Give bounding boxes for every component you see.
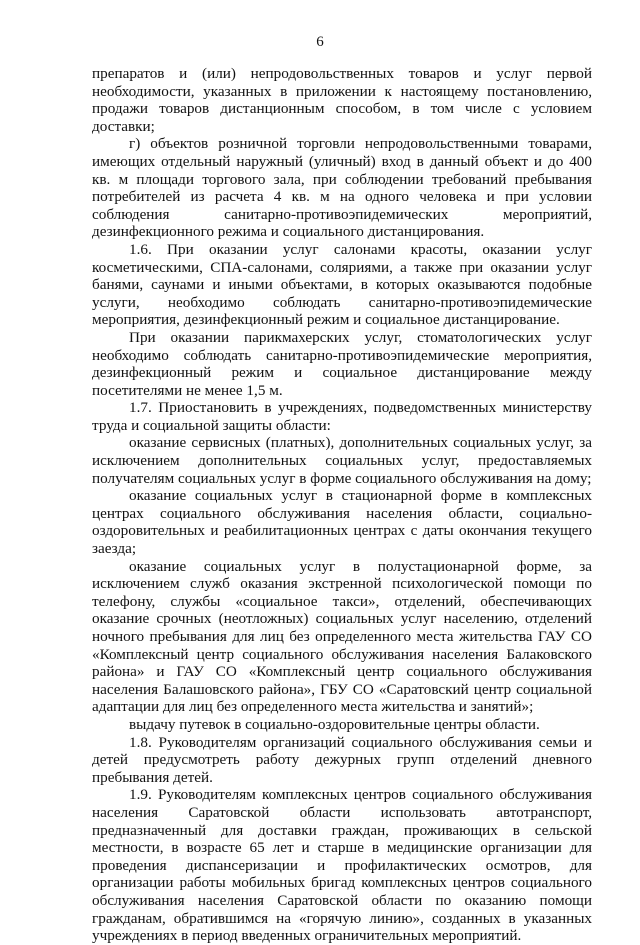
paragraph-1-8-duty-groups: 1.8. Руководителям организаций социального обслуживания семьи и детей предусмотреть работу дежурных групп отделений дневного пребывания детей.	[92, 733, 592, 786]
paragraph-stationary-services: оказание социальных услуг в стационарной форме в комплексных центрах социального обслуживания населения области, социально-оздоровительных и реабилитационных центрах с даты окончания текущего заезда;	[92, 487, 592, 558]
document-body	[92, 65, 592, 945]
paragraph-1-9-transport: 1.9. Руководителям комплексных центров социального обслуживания населения Саратовской области использовать автотранспорт, предназначенный для доставки граждан, проживающих в сельской местности, в возрасте 65 лет и старше в медицинские организации для проведения диспансеризации и профилактических осмотров, для организации работы мобильных бригад комплексных центров социального обслуживания населения Саратовской области по оказанию помощи гражданам, обратившимся на «горячую линию», созданных в указанных учреждениях в период введенных ограничительных мероприятий.	[92, 786, 592, 945]
paragraph-1-7-suspend: 1.7. Приостановить в учреждениях, подведомственных министерству труда и социальной защиты области:	[92, 399, 592, 434]
page-number: 6	[316, 34, 324, 50]
paragraph-vouchers: выдачу путевок в социально-оздоровительные центры области.	[129, 715, 540, 733]
paragraph-continuation-goods: препаратов и (или) непродовольственных товаров и услуг первой необходимости, указанных в приложении к настоящему постановлению, продажи товаров дистанционным способом, в том числе с условием доставки;	[92, 65, 592, 135]
paragraph-hairdressing-dental: При оказании парикмахерских услуг, стоматологических услуг необходимо соблюдать санитарно-противоэпидемические мероприятия, дезинфекционный режим и социальное дистанцирование между посетителями не менее 1,5 м.	[92, 328, 592, 399]
paragraph-retail-objects: г) объектов розничной торговли непродовольственными товарами, имеющих отдельный наружный (уличный) вход в данный объект и до 400 кв. м площади торгового зала, при соблюдении требований пребывания потребителей из расчета 4 кв. м на одного человека и при условии соблюдения санитарно-противоэпидемических мероприятий, дезинфекционного режима и социального дистанцирования.	[92, 135, 592, 241]
paragraph-paid-services: оказание сервисных (платных), дополнительных социальных услуг, за исключением дополнительных социальных услуг, предоставляемых получателям социальных услуг в форме социального обслуживания на дому;	[92, 434, 592, 487]
paragraph-semi-stationary-services: оказание социальных услуг в полустационарной форме, за исключением служб оказания экстренной психологической помощи по телефону, службы «социальное такси», отделений, обеспечивающих оказание срочных (неотложных) социальных услуг населению, отделений ночного пребывания для лиц без определенного места жительства ГАУ СО «Комплексный центр социального обслуживания населения Балаковского района» и ГАУ СО «Комплексный центр социального обслуживания населения Балашовского района», ГБУ СО «Саратовский центр социальной адаптации для лиц без определенного места жительства и занятий»;	[92, 557, 592, 716]
paragraph-1-6-beauty-services: 1.6. При оказании услуг салонами красоты, оказании услуг косметическими, СПА-салонами, соляриями, а также при оказании услуг банями, саунами и иными объектами, в которых оказываются подобные услуги, необходимо соблюдать санитарно-противоэпидемические мероприятия, дезинфекционный режим и социальное дистанцирование.	[92, 240, 592, 329]
